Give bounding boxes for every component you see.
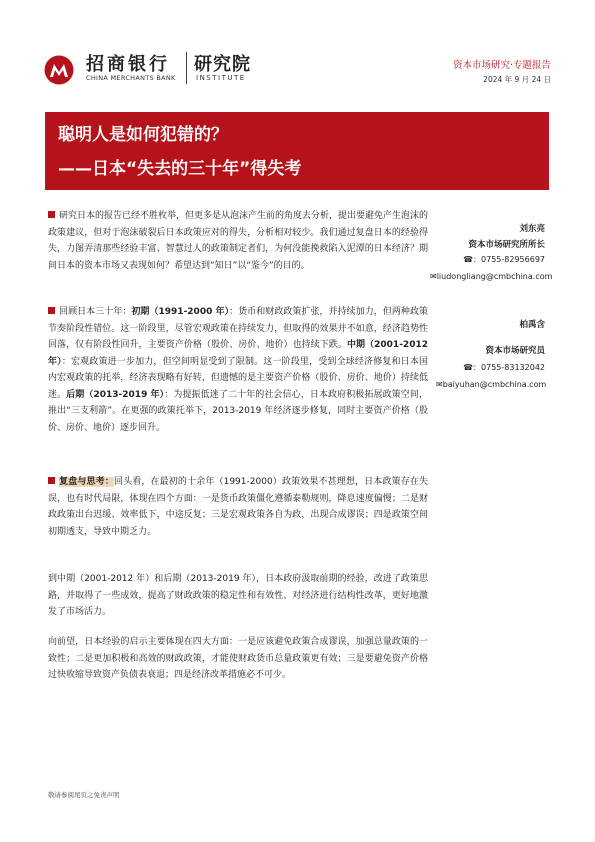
brand-name-en: CHINA MERCHANTS BANK — [86, 74, 176, 82]
summary-paragraph-4: 到中期（2001-2012 年）和后期（2013-2019 年），日本政府汲取前期的经验，改进了政策思路，并取得了一些成效，提高了财政政策的稳定性和有效性、对经济进行结构性改革，更好地激发了市场活力。 — [48, 574, 428, 617]
review-intro: 回顾日本三十年： — [59, 307, 132, 317]
late-period-label: 后期（2013-2019 年） — [66, 389, 165, 400]
report-type: 资本市场研究·专题报告 — [452, 60, 551, 71]
cmb-logo-icon — [44, 55, 74, 85]
institute-name-en: INSTITUTE — [196, 74, 246, 82]
author-2-name: 柏禹含 — [519, 320, 545, 330]
brand-name-cn: 招商银行 — [86, 54, 170, 75]
author-2-title: 资本市场研究员 — [485, 346, 545, 356]
author-2-phone: ☎：0755-83132042 — [463, 363, 545, 372]
summary-paragraph-2 — [48, 304, 428, 436]
author-2-email[interactable]: ✉baiyuhan@cmbchina.com — [436, 380, 547, 389]
bullet-square-icon — [48, 307, 55, 314]
summary-paragraph-3 — [48, 474, 428, 540]
report-date: 2024 年 9 月 24 日 — [483, 75, 551, 84]
summary-paragraph-1: 研究日本的报告已经不胜枚举，但更多是从泡沫产生前的角度去分析，提出要避免产生泡沫的政策建议，但对于泡沫破裂后日本政策应对的得失，分析相对较少。我们通过复盘日本的经验得失，力图弄清那些经验丰富、智慧过人的政策制定者们，为何没能挽救陷入泥潭的日本经济？期间日本的资本市场又表现如何？希望达到“知日”以“鉴今”的目的。 — [48, 211, 429, 271]
disclaimer-note: 敬请参阅尾页之免责声明 — [48, 791, 120, 799]
email-icon: ✉ — [430, 272, 437, 281]
institute-name-cn: 研究院 — [194, 54, 251, 75]
mid-period-text: ：宏观政策进一步加力，但空间明显受到了限制。这一阶段里，受到全球经济修复和日本国内宏观政策的托举，经济表现略有好转，但遗憾的是主要资产价格（股价、房价、地价）持续低迷。 — [48, 356, 428, 400]
reflection-label: 复盘与思考： — [59, 477, 114, 487]
bullet-square-icon — [48, 211, 55, 218]
author-1-title: 资本市场研究所所长 — [468, 240, 545, 250]
header-divider — [186, 52, 187, 84]
summary-paragraph-5: 向前望，日本经验的启示主要体现在四大方面：一是应该避免政策合成谬误，加强总量政策的一致性；二是更加积极和高效的财政政策，才能使财政货币总量政策更有效；三是要避免资产价格过快收缩导致资产负债表衰退；四是经济改革措施必不可少。 — [48, 637, 428, 680]
early-period-text: ：货币和财政政策扩张，并持续加力，但两种政策节奏阶段性错位。这一阶段里，尽管宏观政策在持续发力，但取得的效果并不如意，经济趋势性回落，仅有阶段性回升，主要资产价格（股价、房价、地价）也持续下跌。 — [48, 307, 428, 350]
author-1-phone: ☎：0755-82956697 — [463, 255, 545, 264]
report-title: 聪明人是如何犯错的？ — [58, 125, 228, 145]
late-period-text: ：为提振低迷了二十年的社会信心，日本政府积极拓展政策空间，推出“三支利箭”。在更强的政策托举下，2013-2019 年经济逐步修复，同时主要资产价格（股价、房价、地价）逐步回升。 — [48, 389, 428, 433]
report-subtitle: ——日本“失去的三十年”得失考 — [58, 159, 302, 179]
phone-icon: ☎： — [463, 363, 482, 372]
phone-icon: ☎： — [463, 255, 482, 264]
author-1-name: 刘东亮 — [519, 224, 545, 234]
author-1-email[interactable]: ✉liudongliang@cmbchina.com — [430, 272, 553, 281]
early-period-label: 初期（1991-2000 年） — [131, 307, 230, 317]
mid-period-label: 中期（2001-2012 年） — [48, 340, 428, 367]
bullet-square-icon — [48, 477, 55, 484]
reflection-text: 回头看，在最初的十余年（1991-2000）政策效果不甚理想，日本政策存在失误，也有时代局限，体现在四个方面：一是货币政策僵化遵循泰勒规则，降息速度偏慢；二是财政政策出台迟缓、效率低下，中途反复；三是宏观政策各自为政，出现合成谬误；四是政策空间初期透支，导致中期乏力。 — [48, 477, 428, 537]
email-icon: ✉ — [436, 380, 443, 389]
